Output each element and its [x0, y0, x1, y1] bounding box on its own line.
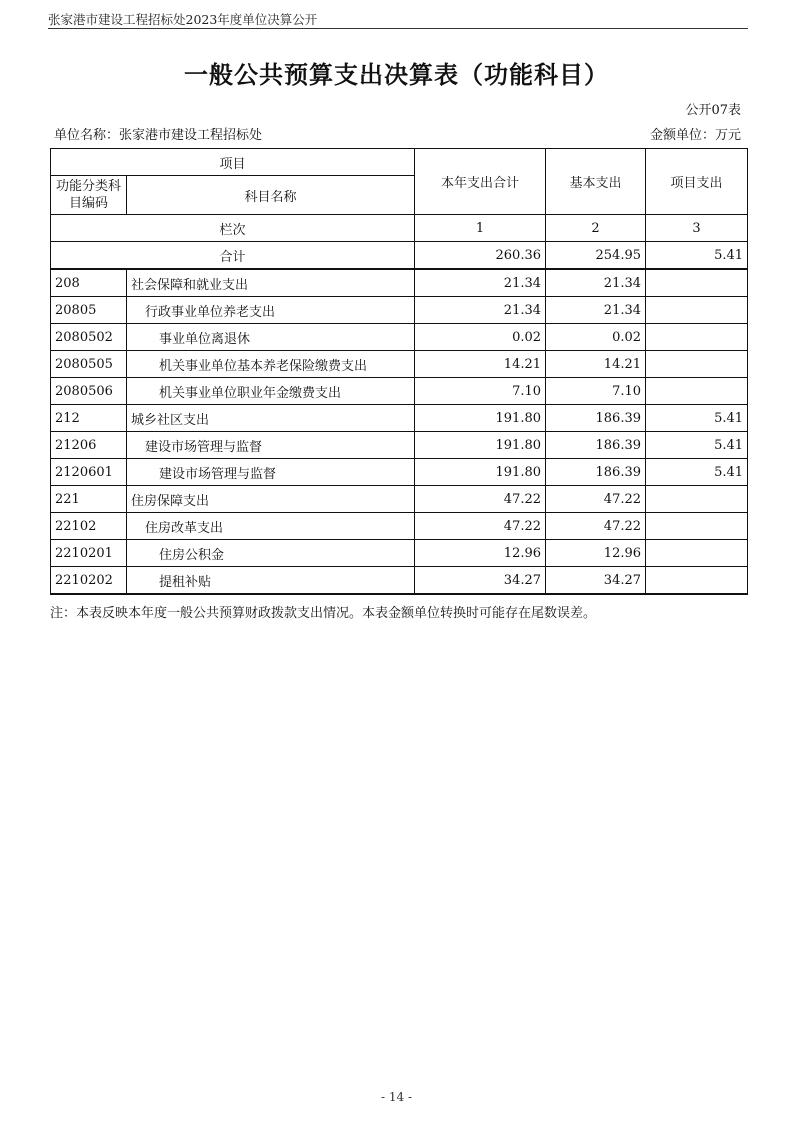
row-code: 212 — [51, 405, 127, 432]
row-code: 221 — [51, 486, 127, 513]
total-row — [51, 242, 748, 270]
row-name: 住房公积金 — [127, 540, 415, 567]
row-total: 191.80 — [415, 405, 546, 432]
row-code: 2080502 — [51, 324, 127, 351]
page-number: - 14 - — [380, 1090, 412, 1104]
row-name: 行政事业单位养老支出 — [127, 297, 415, 324]
row-total: 12.96 — [415, 540, 546, 567]
form-number: 公开07表 — [685, 103, 741, 118]
row-total: 34.27 — [415, 567, 546, 595]
row-basic: 34.27 — [546, 567, 646, 595]
table-row — [51, 540, 748, 567]
column-index-row — [51, 215, 748, 242]
header-name: 科目名称 — [127, 176, 415, 215]
row-project — [646, 513, 748, 540]
row-total: 47.22 — [415, 486, 546, 513]
header-item: 项目 — [51, 149, 415, 176]
row-basic: 14.21 — [546, 351, 646, 378]
row-total: 14.21 — [415, 351, 546, 378]
row-basic: 21.34 — [546, 269, 646, 297]
total-basic: 254.95 — [546, 242, 646, 270]
row-total: 47.22 — [415, 513, 546, 540]
row-total: 7.10 — [415, 378, 546, 405]
row-project: 5.41 — [646, 459, 748, 486]
unit-name: 单位名称：张家港市建设工程招标处 — [54, 128, 263, 143]
row-project: 5.41 — [646, 405, 748, 432]
row-code: 2080506 — [51, 378, 127, 405]
budget-table — [50, 148, 748, 595]
row-name: 城乡社区支出 — [127, 405, 415, 432]
column-index-label: 栏次 — [51, 215, 415, 242]
row-project — [646, 324, 748, 351]
row-basic: 0.02 — [546, 324, 646, 351]
column-index-3: 3 — [646, 215, 748, 242]
row-basic: 186.39 — [546, 405, 646, 432]
money-unit: 金额单位：万元 — [649, 128, 741, 143]
table-row — [51, 324, 748, 351]
header-row-1 — [51, 149, 748, 176]
row-total: 0.02 — [415, 324, 546, 351]
row-name: 机关事业单位基本养老保险缴费支出 — [127, 351, 415, 378]
table-row — [51, 513, 748, 540]
column-index-2: 2 — [546, 215, 646, 242]
row-name: 社会保障和就业支出 — [127, 269, 415, 297]
row-name: 建设市场管理与监督 — [127, 459, 415, 486]
row-basic: 7.10 — [546, 378, 646, 405]
row-code: 208 — [51, 269, 127, 297]
total-project: 5.41 — [646, 242, 748, 270]
row-project — [646, 567, 748, 595]
row-basic: 47.22 — [546, 486, 646, 513]
row-total: 191.80 — [415, 432, 546, 459]
row-project — [646, 486, 748, 513]
running-header: 张家港市建设工程招标处2023年度单位决算公开 — [48, 12, 318, 27]
row-code: 2210202 — [51, 567, 127, 595]
table-row — [51, 459, 748, 486]
table-row — [51, 486, 748, 513]
page-title: 一般公共预算支出决算表（功能科目） — [184, 61, 609, 89]
header-rule — [48, 28, 748, 29]
row-basic: 21.34 — [546, 297, 646, 324]
row-total: 191.80 — [415, 459, 546, 486]
row-total: 21.34 — [415, 297, 546, 324]
row-project: 5.41 — [646, 432, 748, 459]
table-row — [51, 269, 748, 297]
row-basic: 186.39 — [546, 432, 646, 459]
table-note: 注：本表反映本年度一般公共预算财政拨款支出情况。本表金额单位转换时可能存在尾数误差。 — [50, 606, 597, 621]
row-project — [646, 297, 748, 324]
row-name: 机关事业单位职业年金缴费支出 — [127, 378, 415, 405]
row-basic: 47.22 — [546, 513, 646, 540]
row-basic: 186.39 — [546, 459, 646, 486]
header-code: 功能分类科目编码 — [51, 176, 127, 215]
row-name: 住房改革支出 — [127, 513, 415, 540]
row-code: 2080505 — [51, 351, 127, 378]
row-code: 2120601 — [51, 459, 127, 486]
row-basic: 12.96 — [546, 540, 646, 567]
table-row — [51, 432, 748, 459]
table-row — [51, 297, 748, 324]
row-code: 20805 — [51, 297, 127, 324]
row-name: 住房保障支出 — [127, 486, 415, 513]
row-code: 21206 — [51, 432, 127, 459]
table-row — [51, 351, 748, 378]
row-project — [646, 378, 748, 405]
row-project — [646, 269, 748, 297]
row-name: 事业单位离退休 — [127, 324, 415, 351]
row-project — [646, 540, 748, 567]
header-project: 项目支出 — [646, 149, 748, 215]
column-index-1: 1 — [415, 215, 546, 242]
header-basic: 基本支出 — [546, 149, 646, 215]
row-code: 22102 — [51, 513, 127, 540]
row-code: 2210201 — [51, 540, 127, 567]
row-name: 建设市场管理与监督 — [127, 432, 415, 459]
row-total: 21.34 — [415, 269, 546, 297]
row-name: 提租补贴 — [127, 567, 415, 595]
row-project — [646, 351, 748, 378]
header-total: 本年支出合计 — [415, 149, 546, 215]
table-row — [51, 405, 748, 432]
total-value: 260.36 — [415, 242, 546, 270]
total-label: 合计 — [51, 242, 415, 270]
table-row — [51, 378, 748, 405]
table-row — [51, 567, 748, 595]
